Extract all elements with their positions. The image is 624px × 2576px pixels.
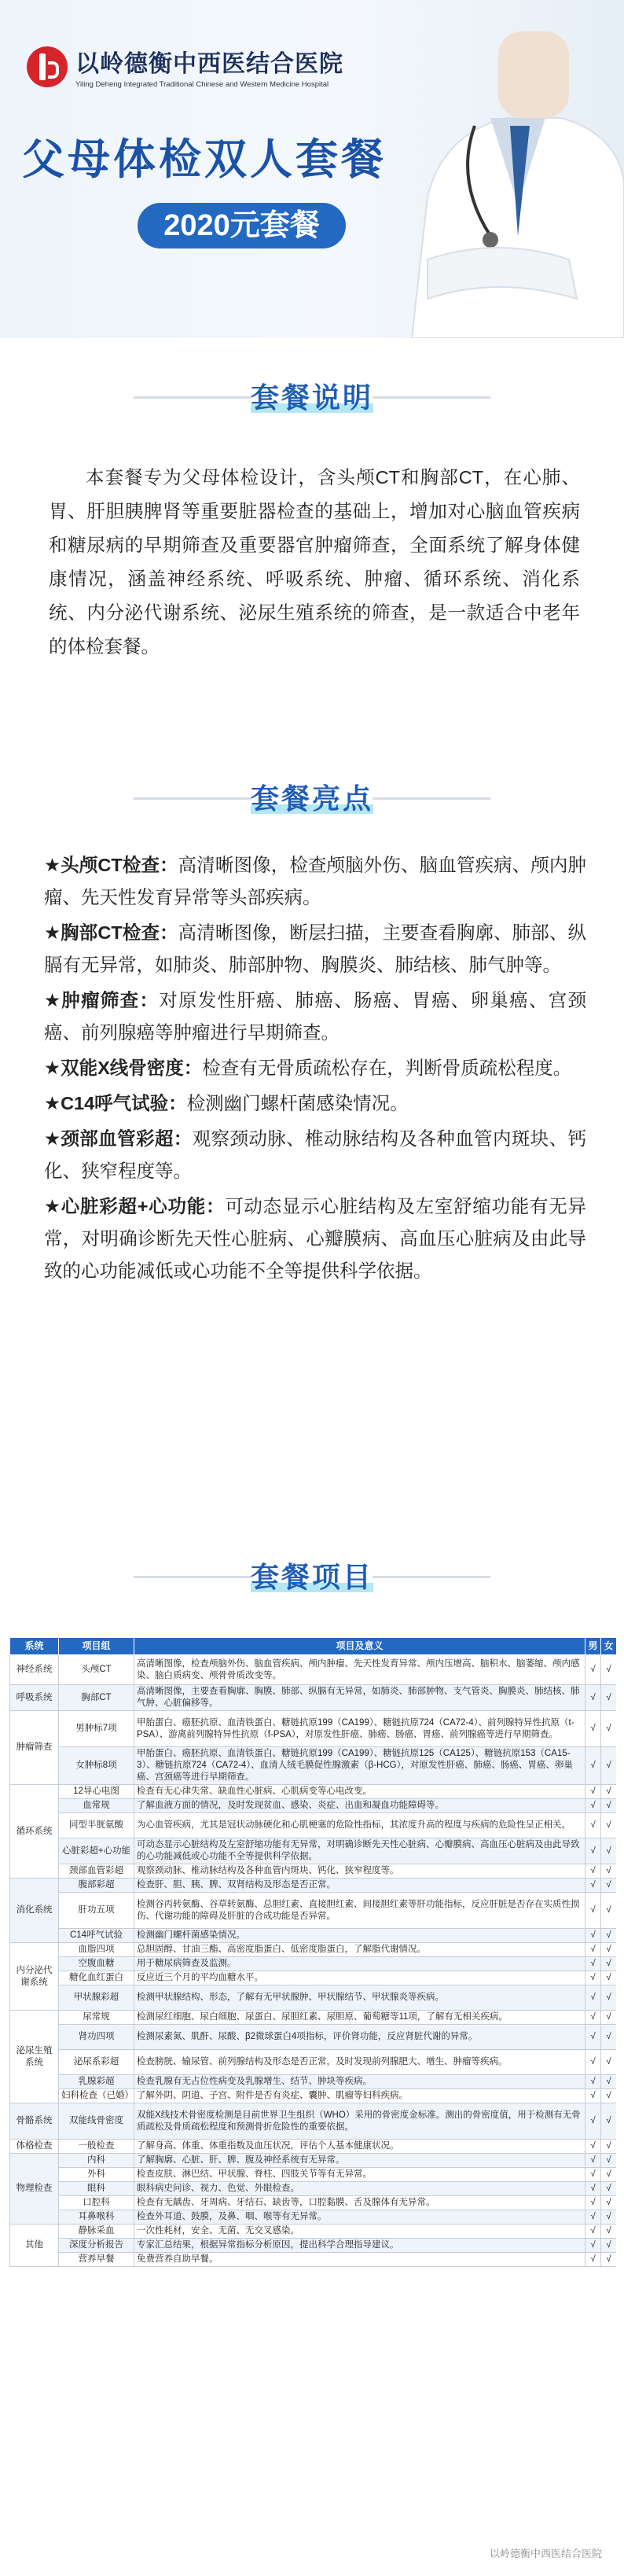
desc-cell: 总胆固醇、甘油三酯、高密度脂蛋白、低密度脂蛋白，了解脂代谢情况。 bbox=[134, 1943, 585, 1957]
group-cell: 尿常规 bbox=[59, 2011, 134, 2025]
desc-cell: 检测尿素氮、肌酐、尿酸、β2微球蛋白4项指标，评价肾功能，反应肾脏代谢的异常。 bbox=[134, 2025, 585, 2050]
table-row bbox=[10, 2253, 617, 2267]
watermark: 以岭德衡中西医结合医院 bbox=[485, 2544, 607, 2562]
check-male: √ bbox=[585, 2050, 601, 2075]
check-male: √ bbox=[585, 1747, 601, 1785]
system-cell: 肿瘤筛查 bbox=[10, 1711, 59, 1785]
group-cell: 胸部CT bbox=[59, 1685, 134, 1711]
group-cell: 妇科检查（已婚） bbox=[59, 2089, 134, 2103]
check-male: √ bbox=[585, 1929, 601, 1943]
check-female: √ bbox=[601, 2168, 617, 2182]
check-female: √ bbox=[601, 2075, 617, 2089]
check-female: √ bbox=[601, 1985, 617, 2011]
check-male: √ bbox=[585, 1864, 601, 1879]
group-cell: 颈部血管彩超 bbox=[59, 1864, 134, 1879]
desc-cell: 免费营养自助早餐。 bbox=[134, 2253, 585, 2267]
desc-cell: 检测幽门螺杆菌感染情况。 bbox=[134, 1929, 585, 1943]
highlight-item: ★肿瘤筛查：对原发性肝癌、肺癌、肠癌、胃癌、卵巢癌、宫颈癌、前列腺癌等肿瘤进行早期筛查。 bbox=[44, 990, 586, 1043]
check-male: √ bbox=[585, 2103, 601, 2140]
table-row bbox=[10, 2239, 617, 2253]
group-cell: 耳鼻喉科 bbox=[59, 2210, 134, 2225]
check-male: √ bbox=[585, 1879, 601, 1893]
check-male: √ bbox=[585, 2182, 601, 2196]
group-cell: 一般检查 bbox=[59, 2140, 134, 2154]
check-female: √ bbox=[601, 1929, 617, 1943]
group-cell: 腹部彩超 bbox=[59, 1879, 134, 1893]
desc-cell: 了解外阴、阴道、子宫、附件是否有炎症、囊肿、肌瘤等妇科疾病。 bbox=[134, 2089, 585, 2103]
check-male: √ bbox=[585, 2154, 601, 2168]
items-table bbox=[9, 1637, 616, 2569]
check-female: √ bbox=[601, 1864, 617, 1879]
check-male: √ bbox=[585, 1655, 601, 1685]
group-cell: 营养早餐 bbox=[59, 2253, 134, 2267]
system-cell: 物理检查 bbox=[10, 2154, 59, 2225]
hero-banner bbox=[0, 0, 624, 338]
check-female: √ bbox=[601, 2089, 617, 2103]
table-row bbox=[10, 2075, 617, 2089]
desc-cell: 高清晰图像，检查颅脑外伤、脑血管疾病、颅内肿瘤、先天性发育异常、颅内压增高、脑积水、脑萎缩、颅内感染、脑白质病变、颅骨骨质改变等。 bbox=[134, 1655, 585, 1685]
group-cell: 糖化血红蛋白 bbox=[59, 1971, 134, 1985]
check-male: √ bbox=[585, 2196, 601, 2210]
desc-cell: 检查乳腺有无占位性病变及乳腺增生、结节、肿块等疾病。 bbox=[134, 2075, 585, 2089]
system-cell: 体格检查 bbox=[10, 2140, 59, 2154]
table-row bbox=[10, 1864, 617, 1879]
table-row bbox=[10, 1711, 617, 1747]
desc-cell: 了解胸廓、心脏、肝、脾、腹及神经系统有无异常。 bbox=[134, 2154, 585, 2168]
check-male: √ bbox=[585, 2025, 601, 2050]
check-female: √ bbox=[601, 1838, 617, 1864]
check-male: √ bbox=[585, 1711, 601, 1747]
table-row bbox=[10, 1685, 617, 1711]
desc-cell: 检查膀胱、输尿管、前列腺结构及形态是否正常，及时发现前列腺肥大、增生、肿瘤等疾病。 bbox=[134, 2050, 585, 2075]
table-row bbox=[10, 2103, 617, 2140]
doctor-illustration bbox=[380, 0, 624, 338]
table-row bbox=[10, 1929, 617, 1943]
check-female: √ bbox=[601, 2196, 617, 2210]
table-row bbox=[10, 1971, 617, 1985]
group-cell: 深度分析报告 bbox=[59, 2239, 134, 2253]
table-row bbox=[10, 2025, 617, 2050]
desc-cell: 检查肝、胆、胰、脾、双肾结构及形态是否正常。 bbox=[134, 1879, 585, 1893]
system-cell: 内分泌代谢系统 bbox=[10, 1943, 59, 2011]
system-cell: 循环系统 bbox=[10, 1785, 59, 1879]
check-female: √ bbox=[601, 2140, 617, 2154]
desc-cell: 检查有无心律失常、缺血性心脏病、心肌病变等心电改变。 bbox=[134, 1785, 585, 1799]
desc-cell: 专家汇总结果，根据异常指标分析原因，提出科学合理指导建议。 bbox=[134, 2239, 585, 2253]
desc-cell: 检测尿红细胞、尿白细胞、尿蛋白、尿胆红素、尿胆原、葡萄糖等11项，了解有无相关疾病。 bbox=[134, 2011, 585, 2025]
table-row bbox=[10, 2089, 617, 2103]
check-female: √ bbox=[601, 1655, 617, 1685]
check-female: √ bbox=[601, 1685, 617, 1711]
table-row bbox=[10, 1893, 617, 1929]
desc-cell: 检查外耳道、鼓膜，及鼻、咽、喉等有无异常。 bbox=[134, 2210, 585, 2225]
system-cell: 呼吸系统 bbox=[10, 1685, 59, 1711]
col-header-group: 项目组 bbox=[59, 1638, 134, 1655]
check-male: √ bbox=[585, 2210, 601, 2225]
check-male: √ bbox=[585, 2140, 601, 2154]
col-header-system: 系统 bbox=[10, 1638, 59, 1655]
desc-cell: 检测谷丙转氨酶、谷草转氨酶、总胆红素、直接胆红素、间接胆红素等肝功能指标，反应肝脏是否存在实质性损伤、代谢功能的障碍及肝脏的合成功能是否异常。 bbox=[134, 1893, 585, 1929]
desc-cell: 可动态显示心脏结构及左室舒缩功能有无异常，对明确诊断先天性心脏病、心瓣膜病、高血压心脏病及由此导致的心功能减低或心功能不全等提供科学依据。 bbox=[134, 1838, 585, 1864]
check-female: √ bbox=[601, 1879, 617, 1893]
check-female: √ bbox=[601, 2182, 617, 2196]
table-row bbox=[10, 2196, 617, 2210]
page-title: 父母体检双人套餐 bbox=[22, 136, 387, 183]
check-male: √ bbox=[585, 2253, 601, 2267]
system-cell: 其他 bbox=[10, 2225, 59, 2267]
check-female: √ bbox=[601, 2253, 617, 2267]
check-male: √ bbox=[585, 1799, 601, 1813]
desc-cell: 甲胎蛋白、癌胚抗原、血清铁蛋白、糖链抗原199（CA199）、糖链抗原724（CA72-4）、前列腺特异性抗原（t-PSA）、游离前列腺特异性抗原（f-PSA），对原发性肝癌、肺癌、肠癌、胃癌、前列腺癌等进行早期筛查。 bbox=[134, 1711, 585, 1747]
check-female: √ bbox=[601, 2025, 617, 2050]
table-row bbox=[10, 1785, 617, 1799]
check-male: √ bbox=[585, 1971, 601, 1985]
check-female: √ bbox=[601, 2103, 617, 2140]
table-row bbox=[10, 2168, 617, 2182]
system-cell: 骨骼系统 bbox=[10, 2103, 59, 2140]
check-female: √ bbox=[601, 2050, 617, 2075]
check-male: √ bbox=[585, 2239, 601, 2253]
group-cell: 甲状腺彩超 bbox=[59, 1985, 134, 2011]
col-header-desc: 项目及意义 bbox=[134, 1638, 585, 1655]
group-cell: 同型半胱氨酸 bbox=[59, 1813, 134, 1838]
group-cell: 眼科 bbox=[59, 2182, 134, 2196]
price-badge: 2020元套餐 bbox=[138, 203, 346, 248]
check-female: √ bbox=[601, 1785, 617, 1799]
check-male: √ bbox=[585, 1785, 601, 1799]
col-header-male: 男 bbox=[585, 1638, 601, 1655]
group-cell: 心脏彩超+心功能 bbox=[59, 1838, 134, 1864]
check-male: √ bbox=[585, 2011, 601, 2025]
check-female: √ bbox=[601, 1799, 617, 1813]
desc-cell: 用于糖尿病筛查及监测。 bbox=[134, 1957, 585, 1971]
intro-text: 本套餐专为父母体检设计，含头颅CT和胸部CT，在心肺、胃、肝胆胰脾肾等重要脏器检查的基础上，增加对心脑血管疾病和糖尿病的早期筛查及重要器官肿瘤筛查，全面系统了解身体健康情况，涵盖神经系统、呼吸系统、肿瘤、循环系统、消化系统、内分泌代谢系统、泌尿生殖系统的筛查，是一款适合中老年的体检套餐。 bbox=[49, 467, 580, 657]
table-row bbox=[10, 1957, 617, 1971]
hospital-logo-icon bbox=[27, 46, 68, 87]
check-male: √ bbox=[585, 1893, 601, 1929]
desc-cell: 甲胎蛋白、癌胚抗原、血清铁蛋白、糖链抗原199（CA199）、糖链抗原125（CA125）、糖链抗原153（CA15-3）、糖链抗原724（CA72-4）、血清人绒毛膜促性腺激素（β-HCG），对原发性肝癌、肺癌、肠癌、胃癌、卵巢癌、宫颈癌等进行早期筛查。 bbox=[134, 1747, 585, 1785]
check-male: √ bbox=[585, 1838, 601, 1864]
group-cell: 外科 bbox=[59, 2168, 134, 2182]
desc-cell: 检测甲状腺结构、形态，了解有无甲状腺肿、甲状腺结节、甲状腺炎等疾病。 bbox=[134, 1985, 585, 2011]
group-cell: C14呼气试验 bbox=[59, 1929, 134, 1943]
table-row bbox=[10, 1747, 617, 1785]
check-male: √ bbox=[585, 2168, 601, 2182]
check-male: √ bbox=[585, 1813, 601, 1838]
check-female: √ bbox=[601, 2239, 617, 2253]
table-row bbox=[10, 2210, 617, 2225]
section-header-items: 套餐项目 bbox=[0, 1555, 624, 1595]
group-cell: 肝功五项 bbox=[59, 1893, 134, 1929]
group-cell: 头颅CT bbox=[59, 1655, 134, 1685]
table-row bbox=[10, 1985, 617, 2011]
group-cell: 口腔科 bbox=[59, 2196, 134, 2210]
group-cell: 泌尿系彩超 bbox=[59, 2050, 134, 2075]
hospital-logo bbox=[27, 44, 343, 89]
check-female: √ bbox=[601, 1957, 617, 1971]
table-row bbox=[10, 1813, 617, 1838]
group-cell: 女肿标8项 bbox=[59, 1747, 134, 1785]
check-female: √ bbox=[601, 2210, 617, 2225]
desc-cell: 了解身高、体重、体重指数及血压状况，评估个人基本健康状况。 bbox=[134, 2140, 585, 2154]
group-cell: 双能线骨密度 bbox=[59, 2103, 134, 2140]
group-cell: 12导心电图 bbox=[59, 1785, 134, 1799]
highlight-item: ★胸部CT检查：高清晰图像，断层扫描，主要查看胸廓、肺部、纵膈有无异常，如肺炎、肺部肿物、胸膜炎、肺结核、肺气肿等。 bbox=[44, 922, 586, 975]
table-row bbox=[10, 2225, 617, 2239]
table-row bbox=[10, 1943, 617, 1957]
system-cell: 消化系统 bbox=[10, 1879, 59, 1943]
hospital-name-en: Yiling Deheng Integrated Traditional Chinese and Western Medicine Hospital bbox=[75, 80, 329, 89]
check-male: √ bbox=[585, 1957, 601, 1971]
check-male: √ bbox=[585, 2089, 601, 2103]
check-female: √ bbox=[601, 2011, 617, 2025]
group-cell: 肾功四项 bbox=[59, 2025, 134, 2050]
table-row bbox=[10, 1655, 617, 1685]
table-row bbox=[10, 2154, 617, 2168]
group-cell: 内科 bbox=[59, 2154, 134, 2168]
group-cell: 乳腺彩超 bbox=[59, 2075, 134, 2089]
desc-cell: 双能X线技术骨密度检测是目前世界卫生组织（WHO）采用的骨密度金标准。测出的骨密度值，用于检测有无骨质疏松及骨质疏松程度和预测骨折危险性的重要依据。 bbox=[134, 2103, 585, 2140]
check-male: √ bbox=[585, 1985, 601, 2011]
section-header-highlights: 套餐亮点 bbox=[0, 777, 624, 817]
section-header-desc: 套餐说明 bbox=[0, 376, 624, 416]
highlight-item: ★头颅CT检查：高清晰图像，检查颅脑外伤、脑血管疾病、颅内肿瘤、先天性发育异常等头部疾病。 bbox=[44, 855, 586, 907]
highlight-item: ★颈部血管彩超：观察颈动脉、椎动脉结构及各种血管内斑块、钙化、狭窄程度等。 bbox=[44, 1128, 587, 1181]
highlight-item: ★C14呼气试验：检测幽门螺杆菌感染情况。 bbox=[44, 1093, 409, 1113]
check-female: √ bbox=[601, 1893, 617, 1929]
desc-cell: 高清晰图像，主要查看胸廓、胸膜、肺部、纵膈有无异常，如肺炎、肺部肿物、支气管炎、胸膜炎、肺结核、肺气肿、心脏偏移等。 bbox=[134, 1685, 585, 1711]
group-cell: 静脉采血 bbox=[59, 2225, 134, 2239]
desc-cell: 检查皮肤、淋巴结、甲状腺、脊柱、四肢关节等有无异常。 bbox=[134, 2168, 585, 2182]
desc-cell: 观察颈动脉、椎动脉结构及各种血管内斑块、钙化、狭窄程度等。 bbox=[134, 1864, 585, 1879]
check-male: √ bbox=[585, 2225, 601, 2239]
group-cell: 血常规 bbox=[59, 1799, 134, 1813]
check-female: √ bbox=[601, 1971, 617, 1985]
desc-cell: 了解血液方面的情况，及时发现贫血、感染、炎症、出血和凝血功能障碍等。 bbox=[134, 1799, 585, 1813]
check-female: √ bbox=[601, 2225, 617, 2239]
check-male: √ bbox=[585, 2075, 601, 2089]
highlight-item: ★心脏彩超+心功能：可动态显示心脏结构及左室舒缩功能有无异常，对明确诊断先天性心脏病、心瓣膜病、高血压心脏病及由此导致的心功能减低或心功能不全等提供科学依据。 bbox=[44, 1196, 586, 1281]
desc-cell: 为心血管疾病，尤其是冠状动脉硬化和心肌梗塞的危险性指标，其浓度升高的程度与疾病的危险性呈正相关。 bbox=[134, 1813, 585, 1838]
group-cell: 男肿标7项 bbox=[59, 1711, 134, 1747]
table-row bbox=[10, 2182, 617, 2196]
table-row bbox=[10, 1838, 617, 1864]
desc-cell: 反应近三个月的平均血糖水平。 bbox=[134, 1971, 585, 1985]
highlights-list bbox=[44, 849, 586, 1290]
check-female: √ bbox=[601, 1813, 617, 1838]
group-cell: 血脂四项 bbox=[59, 1943, 134, 1957]
hospital-name: 以岭德衡中西医结合医院 bbox=[75, 51, 343, 77]
table-row bbox=[10, 2140, 617, 2154]
group-cell: 空腹血糖 bbox=[59, 1957, 134, 1971]
desc-cell: 眼科病史问诊、视力、色觉、外眼检查。 bbox=[134, 2182, 585, 2196]
check-female: √ bbox=[601, 1711, 617, 1747]
highlight-item: ★双能X线骨密度：检查有无骨质疏松存在，判断骨质疏松程度。 bbox=[44, 1058, 572, 1078]
table-row bbox=[10, 1879, 617, 1893]
col-header-female: 女 bbox=[601, 1638, 617, 1655]
table-header-row bbox=[10, 1638, 617, 1655]
table-row bbox=[10, 1799, 617, 1813]
check-male: √ bbox=[585, 1685, 601, 1711]
system-cell: 神经系统 bbox=[10, 1655, 59, 1685]
system-cell: 泌尿生殖系统 bbox=[10, 2011, 59, 2103]
check-male: √ bbox=[585, 1943, 601, 1957]
check-female: √ bbox=[601, 1747, 617, 1785]
desc-cell: 检查有无龋齿、牙周病、牙结石、缺齿等，口腔黏膜、舌及腺体有无异常。 bbox=[134, 2196, 585, 2210]
table-row bbox=[10, 2050, 617, 2075]
check-female: √ bbox=[601, 1943, 617, 1957]
desc-cell: 一次性耗材，安全、无菌、无交叉感染。 bbox=[134, 2225, 585, 2239]
table-row bbox=[10, 2011, 617, 2025]
check-female: √ bbox=[601, 2154, 617, 2168]
